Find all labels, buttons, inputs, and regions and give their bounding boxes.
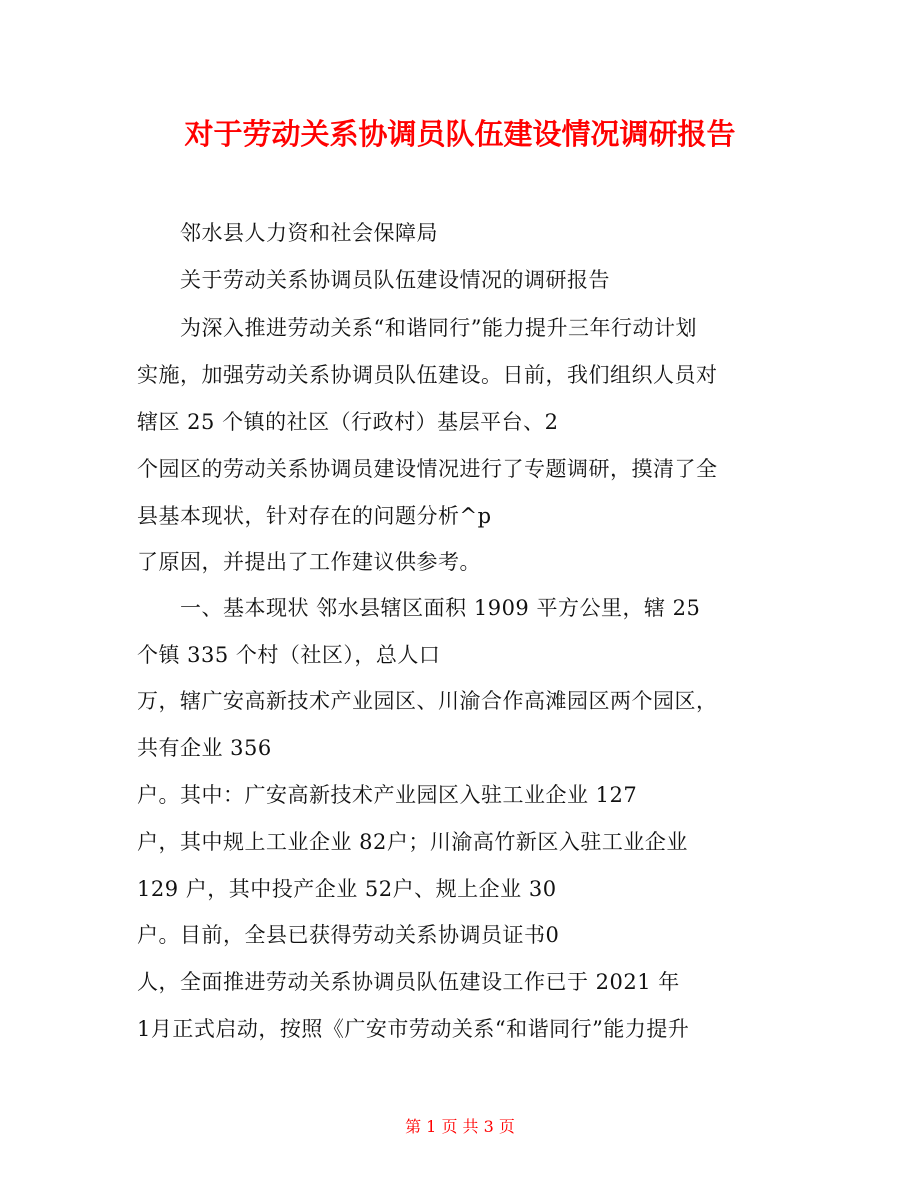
body-line: 辖区 25 个镇的社区（行政村）基层平台、2	[137, 410, 559, 434]
body-line: 个镇 335 个村（社区），总人口	[137, 643, 441, 667]
body-line: 1月正式启动，按照《广安市劳动关系“和谐同行”能力提升	[137, 1017, 690, 1041]
body-line: 实施，加强劳动关系协调员队伍建设。日前，我们组织人员对	[137, 363, 718, 387]
body-line: 户，其中规上工业企业 82户；川渝高竹新区入驻工业企业	[137, 830, 688, 854]
body-line: 县基本现状，针对存在的问题分析^p	[137, 504, 492, 528]
body-line-agency: 邻水县人力资和社会保障局	[180, 221, 438, 245]
body-line: 129 户，其中投产企业 52户、规上企业 30	[137, 877, 557, 901]
body-line: 户。其中：广安高新技术产业园区入驻工业企业 127	[137, 783, 638, 807]
body-line-section-heading: 一、基本现状 邻水县辖区面积 1909 平方公里，辖 25	[180, 596, 701, 620]
document-title: 对于劳动关系协调员队伍建设情况调研报告	[184, 117, 736, 151]
body-line: 人，全面推进劳动关系协调员队伍建设工作已于 2021 年	[137, 970, 680, 994]
body-line-subtitle: 关于劳动关系协调员队伍建设情况的调研报告	[180, 268, 610, 292]
body-line: 为深入推进劳动关系“和谐同行”能力提升三年行动计划	[180, 316, 697, 340]
body-line: 共有企业 356	[137, 736, 272, 760]
body-line: 户。目前，全县已获得劳动关系协调员证书0	[137, 923, 560, 947]
body-line: 万，辖广安高新技术产业园区、川渝合作高滩园区两个园区，	[137, 689, 718, 713]
body-line: 个园区的劳动关系协调员建设情况进行了专题调研，摸清了全	[137, 457, 718, 481]
body-line: 了原因，并提出了工作建议供参考。	[137, 550, 481, 574]
page-number-footer: 第 1 页 共 3 页	[405, 1117, 515, 1136]
